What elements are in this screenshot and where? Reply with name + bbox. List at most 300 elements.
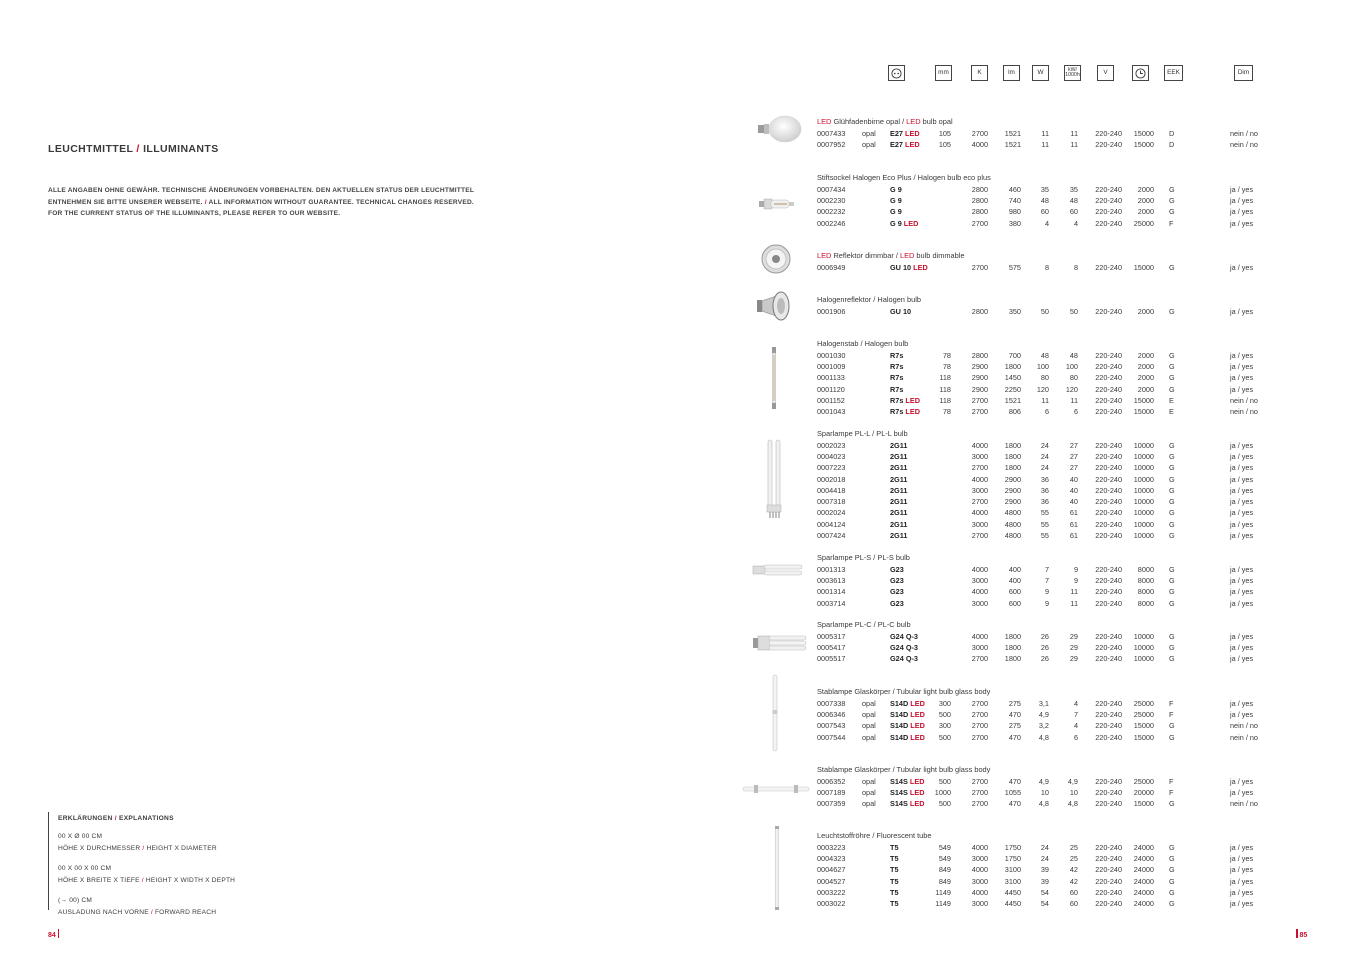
cell-h: 25000 — [1133, 709, 1154, 719]
cell-kwh: 4,9 — [1067, 776, 1078, 786]
cell-w: 10 — [1040, 787, 1049, 797]
cell-h: 24000 — [1133, 887, 1154, 897]
cell-h: 10000 — [1133, 485, 1154, 495]
cell-k: 2700 — [971, 407, 988, 417]
socket-type: GU 10 — [890, 262, 912, 272]
cell-w: 24 — [1040, 853, 1049, 863]
cell-mm: 118 — [939, 373, 951, 383]
cell-dim: ja / yes — [1230, 564, 1254, 574]
explanations-title-de: ERKLÄRUNGEN — [58, 815, 113, 822]
cell-socket — [890, 373, 903, 382]
explanation-desc-de: AUSLADUNG NACH VORNE — [58, 908, 149, 916]
header-volt: V — [1097, 65, 1114, 81]
cell-eek: D — [1169, 128, 1175, 138]
cell-v: 220-240 — [1095, 698, 1122, 708]
cell-code: 0007359 — [817, 799, 846, 809]
cell-v: 220-240 — [1095, 350, 1122, 360]
led-tag: LED — [903, 407, 921, 417]
cell-code: 0002024 — [817, 508, 846, 518]
cell-socket — [890, 899, 899, 908]
cell-v: 220-240 — [1095, 876, 1122, 886]
cell-h: 8000 — [1137, 575, 1154, 585]
cell-code: 0005417 — [817, 642, 846, 652]
socket-type: GU 10 — [890, 306, 912, 316]
cell-v: 220-240 — [1095, 306, 1122, 316]
cell-code: 0002246 — [817, 218, 846, 228]
cell-lm: 1521 — [1004, 395, 1021, 405]
socket-type: 2G11 — [890, 463, 908, 473]
cell-w: 4 — [1044, 218, 1049, 228]
cell-w: 100 — [1036, 361, 1049, 371]
cell-k: 2700 — [971, 787, 988, 797]
cell-kwh: 60 — [1069, 887, 1078, 897]
cell-v: 220-240 — [1095, 485, 1122, 495]
cell-dim: ja / yes — [1230, 531, 1254, 540]
cell-kwh: 29 — [1069, 642, 1078, 652]
socket-type: S14D — [890, 732, 909, 742]
cell-h: 8000 — [1137, 598, 1154, 608]
cell-kwh: 42 — [1069, 876, 1078, 886]
cell-dim: ja / yes — [1230, 787, 1254, 797]
cell-w: 26 — [1040, 654, 1049, 664]
cell-dim: ja / yes — [1230, 853, 1254, 863]
table-row — [0, 599, 1356, 610]
cell-lm: 275 — [1008, 721, 1021, 731]
cell-lm: 3100 — [1004, 876, 1021, 886]
cell-code: 0004527 — [817, 876, 846, 886]
cell-dim: ja / yes — [1230, 361, 1254, 371]
section-title-text: Reflektor dimmbar / — [831, 251, 900, 260]
cell-mm: 118 — [939, 395, 951, 405]
explanation-separator: / — [139, 876, 146, 884]
cell-k: 2800 — [971, 207, 988, 217]
cell-w: 24 — [1040, 440, 1049, 450]
cell-code: 0003613 — [817, 575, 846, 585]
cell-socket — [890, 721, 925, 730]
cell-k: 2900 — [971, 361, 988, 371]
cell-w: 48 — [1040, 350, 1049, 360]
cell-lm: 4800 — [1004, 531, 1021, 540]
cell-k: 3000 — [971, 598, 988, 608]
cell-k: 4000 — [971, 508, 988, 518]
socket-type: T5 — [890, 887, 899, 897]
cell-w: 4,8 — [1038, 732, 1049, 742]
cell-w: 26 — [1040, 642, 1049, 652]
cell-code: 0004627 — [817, 865, 846, 875]
cell-code: 0007544 — [817, 732, 846, 742]
cell-v: 220-240 — [1095, 384, 1122, 394]
cell-w: 55 — [1040, 519, 1049, 529]
table-row — [0, 777, 1356, 788]
cell-kwh: 4 — [1073, 721, 1078, 731]
cell-v: 220-240 — [1095, 373, 1122, 383]
socket-type: S14S — [890, 787, 908, 797]
cell-lm: 2900 — [1004, 497, 1021, 507]
cell-w: 26 — [1040, 631, 1049, 641]
cell-lm: 380 — [1008, 218, 1021, 228]
cell-v: 220-240 — [1095, 787, 1122, 797]
cell-lm: 400 — [1008, 564, 1021, 574]
led-tag: LED — [911, 262, 928, 272]
cell-dim: ja / yes — [1230, 207, 1254, 217]
cell-socket — [890, 654, 918, 663]
cell-w: 24 — [1040, 842, 1049, 852]
cell-k: 3000 — [971, 519, 988, 529]
cell-kwh: 11 — [1070, 128, 1078, 138]
socket-type: 2G11 — [890, 531, 908, 540]
cell-code: 0007338 — [817, 698, 846, 708]
cell-finish: opal — [862, 128, 876, 138]
cell-eek: G — [1169, 842, 1175, 852]
led-tag: LED — [902, 128, 920, 138]
cell-code: 0001133 — [817, 373, 845, 383]
table-row — [0, 865, 1356, 876]
cell-k: 2700 — [971, 654, 988, 664]
cell-kwh: 11 — [1070, 587, 1078, 597]
table-row — [0, 351, 1356, 362]
cell-socket — [890, 219, 918, 228]
cell-h: 10000 — [1133, 463, 1154, 473]
cell-k: 4000 — [971, 440, 988, 450]
cell-mm: 500 — [938, 732, 951, 742]
cell-v: 220-240 — [1095, 139, 1122, 149]
cell-dim: ja / yes — [1230, 698, 1254, 708]
cell-socket — [890, 854, 899, 863]
cell-v: 220-240 — [1095, 887, 1122, 897]
cell-w: 11 — [1041, 139, 1049, 149]
table-row — [0, 263, 1356, 274]
cell-lm: 3100 — [1004, 865, 1021, 875]
cell-h: 10000 — [1133, 451, 1154, 461]
cell-h: 20000 — [1133, 787, 1154, 797]
cell-eek: G — [1169, 485, 1175, 495]
socket-type: 2G11 — [890, 519, 908, 529]
socket-type: 2G11 — [890, 440, 908, 450]
cell-dim: ja / yes — [1230, 876, 1254, 886]
cell-v: 220-240 — [1095, 842, 1122, 852]
cell-socket — [890, 129, 920, 138]
cell-h: 24000 — [1133, 842, 1154, 852]
table-row — [0, 733, 1356, 744]
cell-socket — [890, 407, 920, 416]
cell-kwh: 50 — [1069, 306, 1078, 316]
cell-w: 55 — [1040, 531, 1049, 540]
cell-w: 35 — [1040, 184, 1049, 194]
cell-k: 2700 — [971, 218, 988, 228]
cell-code: 0005517 — [817, 654, 846, 664]
cell-v: 220-240 — [1095, 642, 1122, 652]
table-row — [0, 576, 1356, 587]
cell-eek: G — [1169, 887, 1175, 897]
cell-dim: ja / yes — [1230, 519, 1254, 529]
cell-v: 220-240 — [1095, 853, 1122, 863]
cell-mm: 849 — [938, 876, 951, 886]
led-tag: LED — [907, 776, 925, 786]
cell-v: 220-240 — [1095, 709, 1122, 719]
cell-lm: 740 — [1008, 195, 1021, 205]
section-title — [817, 765, 990, 774]
cell-socket — [890, 531, 907, 540]
cell-v: 220-240 — [1095, 184, 1122, 194]
table-row — [0, 843, 1356, 854]
socket-type: G 9 — [890, 184, 902, 194]
cell-kwh: 4 — [1073, 218, 1078, 228]
cell-socket — [890, 799, 924, 808]
cell-k: 3000 — [971, 485, 988, 495]
cell-h: 10000 — [1133, 642, 1154, 652]
cell-socket — [890, 207, 902, 216]
cell-socket — [890, 587, 904, 596]
cell-eek: G — [1169, 306, 1175, 316]
cell-w: 9 — [1044, 598, 1049, 608]
cell-h: 2000 — [1137, 195, 1154, 205]
cell-eek: G — [1169, 853, 1175, 863]
cell-v: 220-240 — [1095, 395, 1122, 405]
cell-v: 220-240 — [1095, 440, 1122, 450]
cell-k: 2700 — [971, 721, 988, 731]
cell-dim: ja / yes — [1230, 184, 1254, 194]
cell-lm: 470 — [1008, 732, 1021, 742]
cell-kwh: 48 — [1069, 195, 1078, 205]
cell-code: 0001120 — [817, 384, 845, 394]
socket-type: R7s — [890, 350, 904, 360]
cell-h: 10000 — [1133, 474, 1154, 484]
cell-mm: 549 — [938, 853, 951, 863]
section-title-text: Stablampe Glaskörper / Tubular light bulb glass body — [817, 687, 991, 696]
table-row — [0, 196, 1356, 207]
cell-kwh: 27 — [1069, 440, 1078, 450]
cell-lm: 4450 — [1004, 899, 1021, 909]
section-title — [817, 687, 990, 696]
table-row — [0, 207, 1356, 218]
table-row — [0, 699, 1356, 710]
section-title — [817, 251, 965, 260]
section-title — [817, 173, 991, 182]
cell-code: 0002230 — [817, 195, 846, 205]
led-tag: LED — [908, 721, 925, 731]
cell-v: 220-240 — [1095, 564, 1122, 574]
cell-h: 2000 — [1137, 306, 1154, 316]
table-row — [0, 899, 1356, 910]
cell-code: 0007189 — [817, 787, 846, 797]
led-tag: LED — [907, 799, 925, 809]
explanations-title-separator: / — [112, 815, 119, 822]
cell-h: 24000 — [1133, 876, 1154, 886]
disclaimer-separator: / — [202, 198, 209, 206]
socket-type: T5 — [890, 853, 899, 863]
cell-code: 0007424 — [817, 531, 846, 540]
cell-eek: G — [1169, 642, 1175, 652]
cell-code: 0001314 — [817, 587, 846, 597]
disclaimer-text: ALL INFORMATION WITHOUT GUARANTEE. TECHNICAL CHANGES RESERVED. — [208, 198, 474, 206]
explanation-separator: / — [148, 908, 155, 916]
cell-mm: 300 — [938, 698, 951, 708]
cell-k: 4000 — [971, 865, 988, 875]
cell-code: 0001009 — [817, 361, 846, 371]
cell-eek: F — [1169, 698, 1174, 708]
table-row — [0, 452, 1356, 463]
cell-lm: 4800 — [1004, 508, 1021, 518]
cell-lm: 2900 — [1004, 474, 1021, 484]
cell-dim: ja / yes — [1230, 440, 1254, 450]
cell-eek: G — [1169, 575, 1175, 585]
table-row — [0, 219, 1356, 230]
cell-eek: G — [1169, 654, 1175, 664]
cell-eek: E — [1169, 395, 1174, 405]
cell-w: 80 — [1040, 373, 1049, 383]
section-title — [817, 295, 921, 304]
cell-dim: ja / yes — [1230, 474, 1254, 484]
explanation-value: 00 X 00 X 00 CM — [58, 865, 112, 872]
header-lumen: lm — [1003, 65, 1020, 81]
cell-kwh: 11 — [1070, 598, 1078, 608]
cell-k: 2700 — [971, 395, 988, 405]
cell-eek: G — [1169, 384, 1175, 394]
disclaimer-line: ALLE ANGABEN OHNE GEWÄHR. TECHNISCHE ÄNDERUNGEN VORBEHALTEN. DEN AKTUELLEN STATUS DER LEUCHTMITTEL — [48, 187, 475, 194]
cell-v: 220-240 — [1095, 531, 1122, 540]
explanation-desc-de: HÖHE X BREITE X TIEFE — [58, 876, 140, 884]
cell-socket — [890, 307, 911, 316]
cell-k: 2700 — [971, 799, 988, 809]
cell-lm: 1450 — [1004, 373, 1021, 383]
cell-v: 220-240 — [1095, 732, 1122, 742]
socket-type: G23 — [890, 598, 904, 608]
cell-kwh: 80 — [1069, 373, 1078, 383]
cell-v: 220-240 — [1095, 865, 1122, 875]
cell-kwh: 60 — [1069, 899, 1078, 909]
cell-dim: nein / no — [1230, 128, 1258, 138]
cell-code: 0007433 — [817, 128, 846, 138]
cell-socket — [890, 843, 899, 852]
cell-kwh: 48 — [1069, 350, 1078, 360]
cell-kwh: 120 — [1065, 384, 1078, 394]
cell-v: 220-240 — [1095, 598, 1122, 608]
cell-socket — [890, 565, 904, 574]
table-row — [0, 654, 1356, 665]
table-row — [0, 854, 1356, 865]
cell-lm: 1800 — [1004, 654, 1021, 664]
cell-kwh: 61 — [1069, 508, 1078, 518]
cell-dim: ja / yes — [1230, 842, 1254, 852]
cell-h: 25000 — [1133, 776, 1154, 786]
cell-h: 2000 — [1137, 207, 1154, 217]
table-row — [0, 788, 1356, 799]
cell-k: 3000 — [971, 876, 988, 886]
cell-eek: G — [1169, 262, 1175, 272]
cell-w: 55 — [1040, 508, 1049, 518]
cell-lm: 700 — [1008, 350, 1021, 360]
socket-type: 2G11 — [890, 474, 908, 484]
explanations-title-en: EXPLANATIONS — [119, 815, 174, 822]
table-row — [0, 531, 1356, 542]
cell-kwh: 61 — [1069, 519, 1078, 529]
cell-socket — [890, 463, 907, 472]
cell-socket — [890, 576, 904, 585]
cell-eek: G — [1169, 899, 1175, 909]
socket-type: S14S — [890, 776, 908, 786]
section-title-text: Halogenstab / Halogen bulb — [817, 339, 909, 348]
cell-eek: D — [1169, 139, 1175, 149]
cell-lm: 1800 — [1004, 631, 1021, 641]
section-title-text: Sparlampe PL-S / PL-S bulb — [817, 553, 910, 562]
cell-v: 220-240 — [1095, 508, 1122, 518]
cell-w: 36 — [1040, 497, 1049, 507]
cell-k: 4000 — [971, 587, 988, 597]
cell-dim: ja / yes — [1230, 218, 1254, 228]
table-row — [0, 140, 1356, 151]
cell-socket — [890, 486, 907, 495]
cell-h: 15000 — [1133, 128, 1154, 138]
cell-kwh: 6 — [1073, 732, 1078, 742]
cell-v: 220-240 — [1095, 721, 1122, 731]
cell-w: 4,8 — [1038, 799, 1049, 809]
cell-h: 15000 — [1133, 262, 1154, 272]
cell-w: 3,1 — [1038, 698, 1049, 708]
socket-type: R7s — [890, 373, 904, 383]
header-mm: mm — [935, 65, 952, 81]
cell-code: 0007434 — [817, 184, 846, 194]
cell-socket — [890, 140, 920, 149]
section-title-led: LED — [817, 251, 832, 260]
cell-mm: 549 — [938, 842, 951, 852]
cell-dim: ja / yes — [1230, 384, 1254, 394]
table-row — [0, 710, 1356, 721]
cell-dim: nein / no — [1230, 732, 1258, 742]
cell-socket — [890, 441, 907, 450]
section-title — [817, 429, 908, 438]
cell-v: 220-240 — [1095, 587, 1122, 597]
explanation-separator: / — [140, 844, 147, 852]
cell-finish: opal — [862, 709, 876, 719]
cell-socket — [890, 777, 924, 786]
cell-dim: ja / yes — [1230, 642, 1254, 652]
cell-code: 0004023 — [817, 451, 846, 461]
cell-socket — [890, 643, 918, 652]
cell-eek: F — [1169, 709, 1174, 719]
cell-finish: opal — [862, 139, 876, 149]
explanation-desc-en: HEIGHT X WIDTH X DEPTH — [145, 876, 236, 884]
cell-kwh: 100 — [1065, 361, 1078, 371]
explanation-value: 00 X Ø 00 CM — [58, 833, 103, 840]
socket-type: 2G11 — [890, 497, 908, 507]
section-title — [817, 620, 911, 629]
cell-h: 2000 — [1137, 361, 1154, 371]
cell-k: 2700 — [971, 709, 988, 719]
cell-v: 220-240 — [1095, 799, 1122, 809]
cell-v: 220-240 — [1095, 899, 1122, 909]
table-row — [0, 632, 1356, 643]
cell-k: 2800 — [971, 306, 988, 316]
cell-w: 9 — [1044, 587, 1049, 597]
cell-code: 0001152 — [817, 395, 845, 405]
section-title-text: Sparlampe PL-C / PL-C bulb — [817, 620, 911, 629]
cell-kwh: 11 — [1070, 395, 1078, 405]
cell-code: 0006949 — [817, 262, 846, 272]
cell-k: 2700 — [971, 497, 988, 507]
cell-v: 220-240 — [1095, 519, 1122, 529]
cell-lm: 275 — [1008, 698, 1021, 708]
cell-k: 4000 — [971, 887, 988, 897]
cell-dim: ja / yes — [1230, 350, 1254, 360]
cell-kwh: 27 — [1069, 463, 1078, 473]
cell-kwh: 29 — [1069, 654, 1078, 664]
cell-w: 3,2 — [1038, 721, 1049, 731]
cell-kwh: 9 — [1073, 564, 1078, 574]
table-row — [0, 497, 1356, 508]
cell-h: 8000 — [1137, 564, 1154, 574]
cell-code: 0001043 — [817, 407, 846, 417]
cell-code: 0004124 — [817, 519, 846, 529]
